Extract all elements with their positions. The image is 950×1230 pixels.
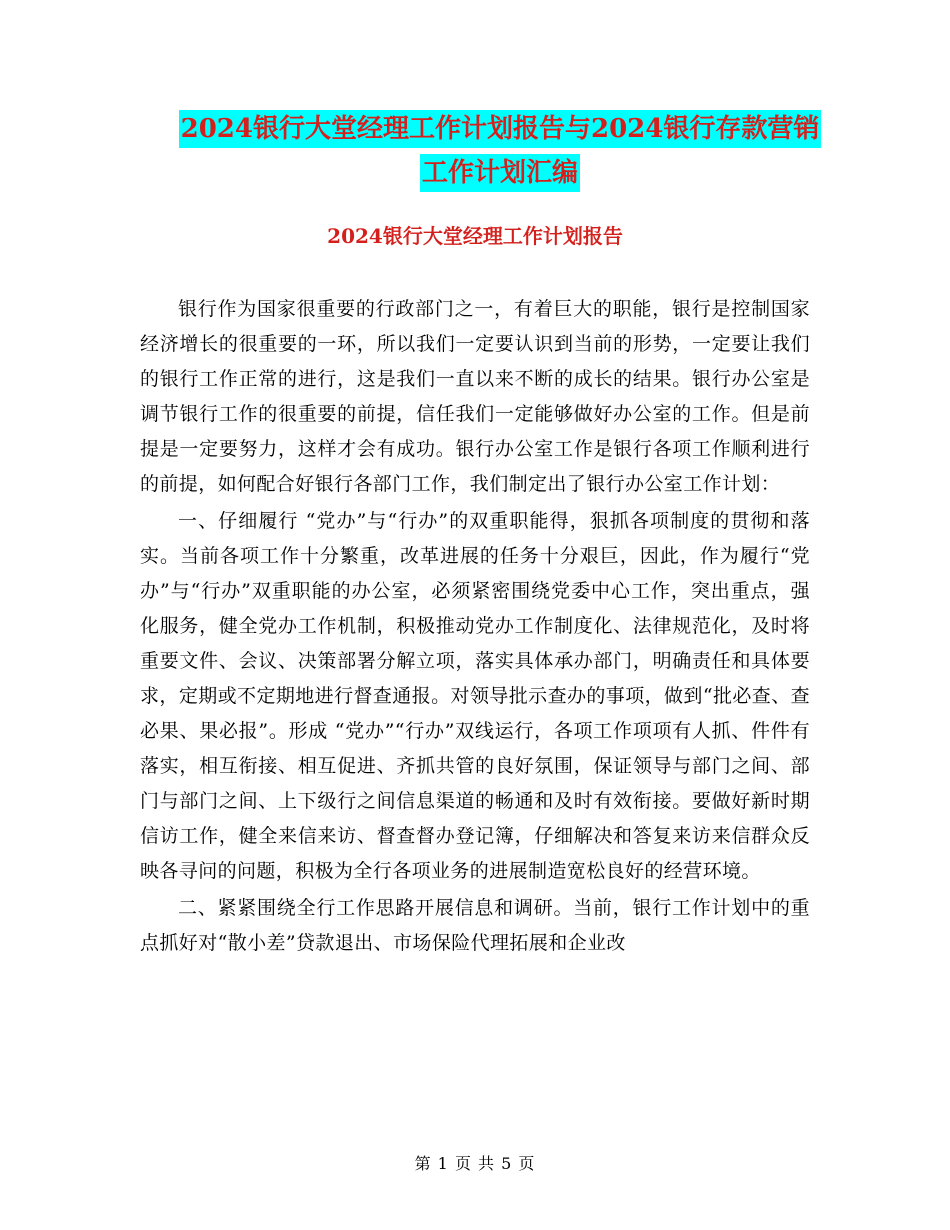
document-title <box>120 110 880 198</box>
paragraph-item-2: 二、紧紧围绕全行工作思路开展信息和调研。当前，银行工作计划中的重点抓好对“散小差”贷款退出、市场保险代理拓展和企业改 <box>140 897 810 954</box>
document-title-line-2: 工作计划汇编 <box>420 154 580 192</box>
section-heading: 2024银行大堂经理工作计划报告 <box>327 224 623 248</box>
document-title-line-1: 2024银行大堂经理工作计划报告与2024银行存款营销 <box>179 110 822 148</box>
page-number-footer: 第 1 页 共 5 页 <box>414 1154 536 1173</box>
paragraph-intro: 银行作为国家很重要的行政部门之一，有着巨大的职能，银行是控制国家经济增长的很重要的一环，所以我们一定要认识到当前的形势，一定要让我们的银行工作正常的进行，这是我们一直以来不断的成长的结果。银行办公室是调节银行工作的很重要的前提，信任我们一定能够做好办公室的工作。但是前提是一定要努力，这样才会有成功。银行办公室工作是银行各项工作顺利进行的前提，如何配合好银行各部门工作，我们制定出了银行办公室工作计划： <box>140 298 810 495</box>
document-body <box>140 292 810 961</box>
paragraph-item-1: 一、仔细履行 “党办”与“行办”的双重职能得，狠抓各项制度的贯彻和落实。当前各项工作十分繁重，改革进展的任务十分艰巨，因此，作为履行“党办”与“行办”双重职能的办公室，必须紧密围绕党委中心工作，突出重点，强化服务，健全党办工作机制，积极推动党办工作制度化、法律规范化，及时将重要文件、会议、决策部署分解立项，落实具体承办部门，明确责任和具体要求，定期或不定期地进行督查通报。对领导批示查办的事项，做到“批必查、查必果、果必报”。形成 “党办”“行办”双线运行，各项工作项项有人抓、件件有落实，相互衔接、相互促进、齐抓共管的良好氛围，保证领导与部门之间、部门与部门之间、上下级行之间信息渠道的畅通和及时有效衔接。要做好新时期信访工作，健全来信来访、督查督办登记簿，仔细解决和答复来访来信群众反映各寻问的问题，积极为全行各项业务的进展制造宽松良好的经营环境。 <box>140 510 810 882</box>
